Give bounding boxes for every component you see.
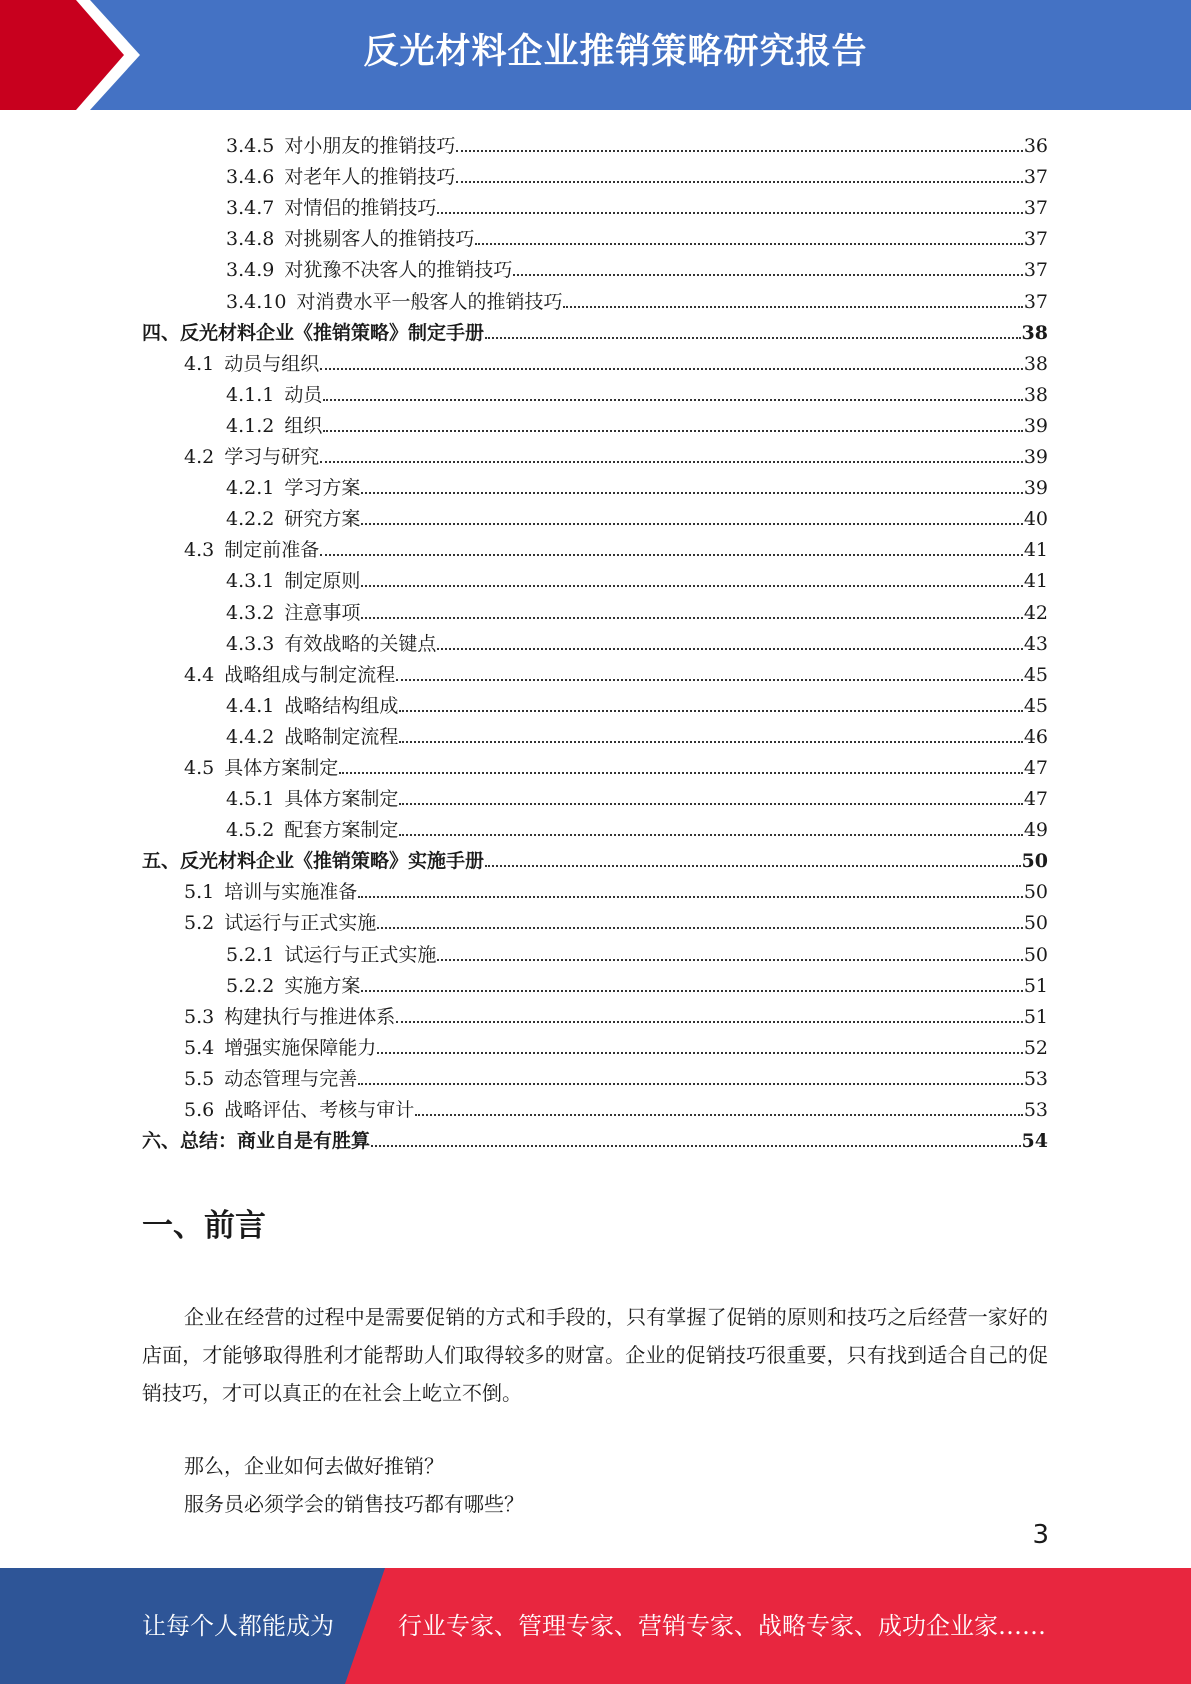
toc-entry-page: 41 [1023,539,1048,562]
toc-entry[interactable] [142,530,1048,561]
toc-entry-number: 4.2 [184,446,215,469]
toc-entry-page: 40 [1023,508,1048,531]
toc-entry-number: 4.3.2 [226,601,275,624]
toc-entry-number: 5.2.1 [226,943,275,966]
toc-dot-leader [377,927,1023,929]
toc-entry-title: 组织 [284,414,323,437]
toc-dot-leader [371,1145,1021,1147]
toc-entry[interactable] [142,157,1048,188]
toc-entry[interactable] [142,717,1048,748]
toc-entry-number: 5.3 [184,1005,215,1028]
toc-entry-title: 对挑剔客人的推销技巧 [284,228,475,251]
page-footer [0,1568,1191,1684]
question-line-2: 服务员必须学会的销售技巧都有哪些？ [184,1492,524,1516]
toc-entry-number: 4.5.2 [226,819,275,842]
page-number: 3 [1032,1520,1049,1550]
toc-entry-title: 战略制定流程 [284,725,399,748]
toc-entry-title: 具体方案制定 [224,756,339,779]
toc-entry-page: 50 [1021,850,1048,873]
toc-entry-page: 47 [1023,756,1048,779]
toc-entry-title: 动员 [284,383,323,406]
toc-dot-leader [339,772,1023,774]
toc-entry[interactable] [142,188,1048,219]
toc-entry-page: 39 [1023,477,1048,500]
toc-dot-leader [396,679,1023,681]
toc-entry-page: 50 [1023,943,1048,966]
toc-entry-title: 制定原则 [284,570,361,593]
toc-dot-leader [399,834,1022,836]
toc-entry-title: 学习方案 [284,477,361,500]
toc-entry-number: 4.1.2 [226,414,275,437]
toc-dot-leader [399,803,1022,805]
toc-dot-leader [456,150,1022,152]
toc-entry[interactable] [142,281,1048,312]
toc-entry-number: 4.1 [184,352,215,375]
toc-dot-leader [399,741,1022,743]
toc-dot-leader [563,306,1022,308]
toc-entry[interactable] [142,903,1048,934]
document-title: 反光材料企业推销策略研究报告 [363,32,868,72]
toc-entry[interactable] [142,499,1048,530]
toc-entry-title: 研究方案 [284,508,361,531]
toc-dot-leader [320,461,1023,463]
toc-entry[interactable] [142,810,1048,841]
toc-entry[interactable] [142,841,1048,872]
toc-entry-title: 增强实施保障能力 [224,1036,377,1059]
toc-dot-leader [437,212,1022,214]
toc-entry-title: 四、反光材料企业《推销策略》制定手册 [142,321,485,344]
toc-entry-page: 53 [1023,1067,1048,1090]
toc-entry[interactable] [142,406,1048,437]
toc-entry-title: 实施方案 [284,974,361,997]
toc-entry-number: 4.4.2 [226,725,275,748]
toc-entry-page: 38 [1023,383,1048,406]
toc-entry[interactable] [142,592,1048,623]
toc-entry-title: 有效战略的关键点 [284,632,437,655]
toc-entry[interactable] [142,313,1048,344]
toc-entry[interactable] [142,468,1048,499]
toc-dot-leader [475,243,1022,245]
toc-entry[interactable] [142,872,1048,903]
toc-dot-leader [361,617,1022,619]
toc-entry[interactable] [142,779,1048,810]
toc-entry[interactable] [142,655,1048,686]
toc-entry-title: 试运行与正式实施 [284,943,437,966]
toc-entry-number: 3.4.8 [226,228,275,251]
toc-entry[interactable] [142,250,1048,281]
toc-entry-number: 4.3.1 [226,570,275,593]
toc-entry-number: 5.6 [184,1099,215,1121]
intro-paragraph: 企业在经营的过程中是需要促销的方式和手段的，只有掌握了促销的原则和技巧之后经营一家好的店面，才能够取得胜利才能帮助人们取得较多的财富。企业的促销技巧很重要，只有找到适合自己的促销技巧，才可以真正的在社会上屹立不倒。 [142,1305,1048,1405]
toc-dot-leader [361,990,1022,992]
toc-dot-leader [323,399,1022,401]
toc-entry-title: 六、总结：商业自是有胜算 [142,1130,371,1153]
toc-dot-leader [485,337,1021,339]
toc-entry-number: 4.2.2 [226,508,275,531]
toc-dot-leader [358,1083,1023,1085]
toc-dot-leader [399,710,1022,712]
toc-entry-page: 39 [1023,414,1048,437]
toc-entry-page: 49 [1023,819,1048,842]
toc-entry[interactable] [142,1090,1048,1121]
section-heading: 一、前言 [142,1208,266,1244]
toc-entry-title: 五、反光材料企业《推销策略》实施手册 [142,850,485,873]
toc-entry-title: 战略结构组成 [284,694,399,717]
toc-entry-page: 53 [1023,1099,1048,1121]
toc-dot-leader [320,554,1023,556]
toc-entry-title: 战略组成与制定流程 [224,663,396,686]
toc-entry-title: 对老年人的推销技巧 [284,166,456,189]
toc-dot-leader [361,492,1022,494]
toc-entry-number: 5.5 [184,1067,215,1090]
toc-dot-leader [456,181,1022,183]
toc-entry-title: 注意事项 [284,601,361,624]
toc-entry[interactable] [142,219,1048,250]
toc-entry-page: 37 [1023,290,1048,313]
toc-entry[interactable] [142,934,1048,965]
toc-entry[interactable] [142,748,1048,779]
toc-entry-page: 37 [1023,166,1048,189]
toc-entry-number: 3.4.9 [226,259,275,282]
toc-entry-page: 52 [1023,1036,1048,1059]
toc-dot-leader [361,523,1022,525]
toc-entry-title: 构建执行与推进体系 [224,1005,396,1028]
toc-dot-leader [377,1052,1023,1054]
toc-entry-number: 4.1.1 [226,383,275,406]
toc-entry-number: 3.4.5 [226,135,275,158]
toc-entry-number: 4.3 [184,539,215,562]
toc-dot-leader [323,430,1022,432]
toc-entry-title: 试运行与正式实施 [224,912,377,935]
toc-entry[interactable] [142,1028,1048,1059]
toc-entry-title: 动员与组织 [224,352,320,375]
toc-entry-page: 37 [1023,228,1048,251]
toc-entry-title: 对消费水平一般客人的推销技巧 [296,290,563,313]
toc-entry-page: 47 [1023,788,1048,811]
toc-entry[interactable] [142,1121,1048,1152]
toc-entry-number: 4.2.1 [226,477,275,500]
toc-dot-leader [437,959,1022,961]
toc-entry-page: 39 [1023,446,1048,469]
toc-entry-page: 45 [1023,694,1048,717]
toc-entry-page: 43 [1023,632,1048,655]
toc-entry[interactable] [142,997,1048,1028]
toc-entry-number: 5.2.2 [226,974,275,997]
toc-entry-title: 对情侣的推销技巧 [284,197,437,220]
toc-entry-number: 3.4.6 [226,166,275,189]
toc-entry[interactable] [142,437,1048,468]
toc-entry-page: 42 [1023,601,1048,624]
toc-entry-number: 4.3.3 [226,632,275,655]
toc-entry-page: 36 [1023,135,1048,158]
page-header [0,0,1191,110]
toc-entry[interactable] [142,344,1048,375]
toc-entry-number: 4.5.1 [226,788,275,811]
question-line-1: 那么，企业如何去做好推销？ [184,1454,444,1478]
toc-entry-title: 对犹豫不决客人的推销技巧 [284,259,513,282]
toc-dot-leader [358,896,1023,898]
footer-slogan-right: 行业专家、管理专家、营销专家、战略专家、成功企业家…… [398,1612,1046,1640]
toc-dot-leader [396,1021,1023,1023]
toc-entry-number: 5.1 [184,881,215,904]
toc-dot-leader [415,1114,1023,1116]
toc-dot-leader [485,865,1021,867]
toc-entry-page: 41 [1023,570,1048,593]
toc-entry-title: 战略评估、考核与审计 [224,1099,415,1121]
toc-entry-page: 50 [1023,881,1048,904]
toc-entry-title: 对小朋友的推销技巧 [284,135,456,158]
toc-entry-page: 37 [1023,259,1048,282]
table-of-contents [142,126,1048,1152]
toc-entry-number: 5.2 [184,912,215,935]
toc-entry-page: 50 [1023,912,1048,935]
toc-entry-title: 具体方案制定 [284,788,399,811]
toc-entry-title: 动态管理与完善 [224,1067,358,1090]
toc-entry[interactable] [142,561,1048,592]
toc-dot-leader [361,585,1022,587]
toc-dot-leader [437,648,1022,650]
toc-entry-page: 46 [1023,725,1048,748]
toc-entry-page: 51 [1023,974,1048,997]
toc-entry[interactable] [142,624,1048,655]
toc-entry[interactable] [142,966,1048,997]
toc-dot-leader [320,368,1023,370]
toc-entry-page: 37 [1023,197,1048,220]
toc-entry[interactable] [142,686,1048,717]
toc-entry-title: 制定前准备 [224,539,320,562]
toc-entry-page: 45 [1023,663,1048,686]
toc-entry-page: 38 [1023,352,1048,375]
toc-dot-leader [513,274,1022,276]
toc-entry-title: 配套方案制定 [284,819,399,842]
toc-entry-title: 学习与研究 [224,446,320,469]
toc-entry-number: 4.5 [184,756,215,779]
header-red-chevron [0,0,140,110]
toc-entry-page: 51 [1023,1005,1048,1028]
toc-entry-title: 培训与实施准备 [224,881,358,904]
toc-entry-number: 4.4.1 [226,694,275,717]
toc-entry-number: 3.4.10 [226,290,287,313]
footer-slogan-left: 让每个人都能成为 [142,1612,334,1640]
toc-entry-page: 54 [1021,1130,1048,1153]
toc-entry-number: 4.4 [184,663,215,686]
toc-entry[interactable] [142,375,1048,406]
toc-entry-number: 3.4.7 [226,197,275,220]
toc-entry-page: 38 [1021,321,1048,344]
toc-entry-number: 5.4 [184,1036,215,1059]
toc-entry[interactable] [142,126,1048,157]
toc-entry[interactable] [142,1059,1048,1090]
